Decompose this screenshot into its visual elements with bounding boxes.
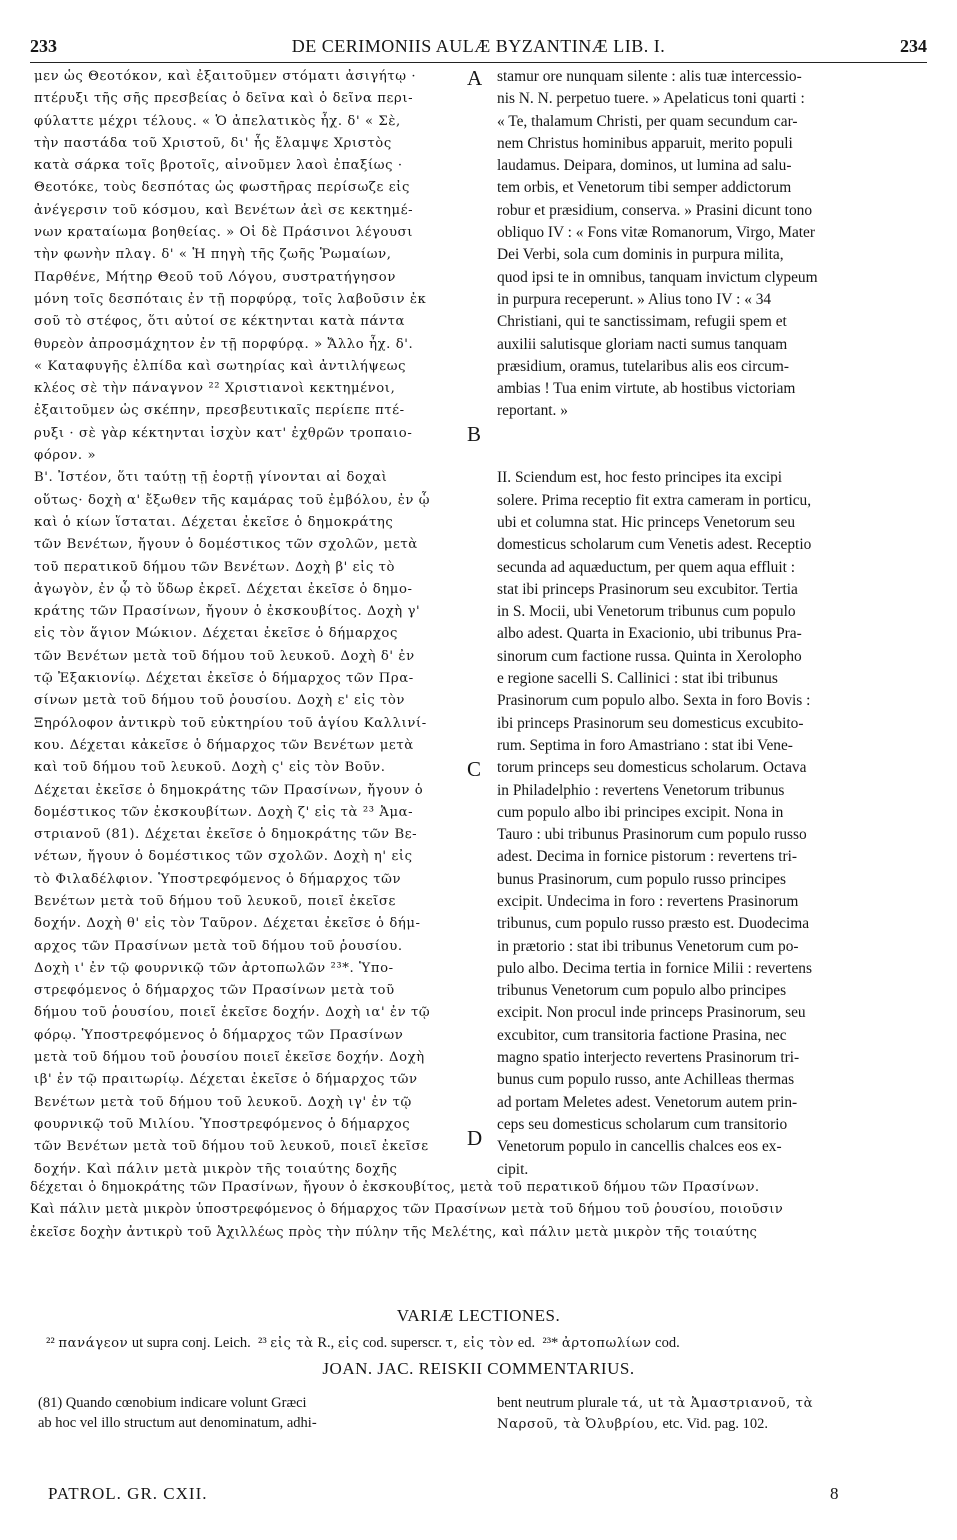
- greek-text-line: τῶν Βενέτων μετὰ τοῦ δήμου τοῦ λευκοῦ, ποιεῖ ἐκεῖσε: [34, 1139, 429, 1155]
- commentary-right-line: [497, 1414, 813, 1435]
- latin-text-line: tribunus, cum populo russo præsto est. Duodecima: [497, 915, 810, 933]
- variant-23-greek-3: τ, εἰς τὸν: [445, 1336, 515, 1351]
- greek-text-column: [34, 66, 462, 1181]
- greek-text-line: στρεφόμενος ὁ δήμαρχος τῶν Πρασίνων μετὰ τοῦ: [34, 983, 395, 999]
- latin-text-line: domesticus scholarum cum Venetis adest. Receptio: [497, 536, 812, 554]
- greek-text-line: ἐξαιτοῦμεν ὡς σκέπην, πρεσβευτικαῖς περίεπε πτέ-: [34, 403, 405, 419]
- greek-text-line: Παρθένε, Μήτηρ Θεοῦ τοῦ Λόγου, συστρατήγησον: [34, 269, 396, 285]
- latin-text-line: « Te, thalamum Christi, per quam secundum car-: [497, 112, 798, 130]
- greek-text-line: νέτων, ἤγουν ὁ δομέστικος τῶν σχολῶν. Δοχὴ η' εἰς: [34, 849, 413, 865]
- full-width-greek-text: [30, 1177, 925, 1244]
- variant-23s-latin: cod.: [655, 1335, 680, 1351]
- latin-text-line: sinorum cum factione russa. Quinta in Xerolopho: [497, 647, 802, 665]
- greek-text-line: ρυξι · σὲ γὰρ κέκτηνται ἰσχὺν κατ' ἐχθρῶν τροπαιο-: [34, 425, 413, 441]
- latin-text-line: in S. Mocii, ubi Venetorum tribunus cum populo: [497, 603, 796, 621]
- latin-text-line: magno spatio interjecto revertens Prasinorum tri-: [497, 1049, 800, 1067]
- commentary-left: [38, 1393, 317, 1433]
- latin-text-line: cum populo albo ibi principes excipit. Nona in: [497, 803, 784, 821]
- greek-text-line: κλέος σὲ τὴν πάναγνον ²² Χριστιανοὶ κεκτημένοι,: [34, 381, 396, 397]
- greek-text-line: εἰς τὸν ἅγιον Μώκιον. Δέχεται ἐκεῖσε ὁ δήμαρχος: [34, 626, 398, 642]
- latin-text-line: secunda ad aquæductum, per quem aqua effluit :: [497, 558, 796, 576]
- greek-text-line: σοῦ τὸ στέφος, ὅτι αὐτοί σε κέκτηνται κατὰ πάντα: [34, 314, 406, 330]
- variae-lectiones: [46, 1333, 680, 1354]
- latin-text-line: ceps seu domesticus scholarum cum transitorio: [497, 1115, 788, 1133]
- greek-text-line: θυρεὸν ἀπροσμάχητον ἐν τῇ πορφύρᾳ. » Ἄλλο ἦχ. δ'.: [34, 336, 414, 352]
- greek-text-line: τὴν παστάδα τοῦ Χριστοῦ, δι' ἧς ἔλαμψε Χριστὸς: [34, 135, 392, 151]
- variant-22-latin: ut supra conj. Leich.: [131, 1335, 251, 1351]
- greek-text-line: ιβ' ἐν τῷ πραιτωρίῳ. Δέχεται ἐκεῖσε ὁ δήμαρχος τῶν: [34, 1072, 418, 1088]
- greek-text-line: κράτης τῶν Πρασίνων, ἤγουν ὁ ἐκσκουβίτος. Δοχὴ γ': [34, 604, 421, 620]
- latin-text-line: Dei Verbi, sola cum dominis in purpura milita,: [497, 246, 784, 264]
- latin-text-line: obliquo IV : « Fons vitæ Romanorum, Virgo, Mater: [497, 224, 816, 242]
- greek-text-line: δοχήν. Καὶ πάλιν μετὰ μικρὸν τῆς τοιαύτης δοχῆς: [34, 1161, 398, 1177]
- full-width-text-line: δέχεται ὁ δημοκράτης τῶν Πρασίνων, ἤγουν ὁ ἐκσκουβίτος, μετὰ τοῦ περατικοῦ δήμου τῶν Πρασίνων.: [30, 1180, 760, 1195]
- latin-text-line: excipit. Undecima in foro : revertens Prasinorum: [497, 892, 799, 910]
- latin-text-line: in Philadelphio : revertens Venetorum tribunus: [497, 781, 785, 799]
- greek-text-line: μόνη τοῖς δεσπόταις ἐν τῇ πορφύρᾳ, τοῖς λαβοῦσιν ἐκ: [34, 291, 427, 307]
- greek-text-line: σίνων μετὰ τοῦ δήμου τοῦ ῥουσίου. Δοχὴ ε' εἰς τὸν: [34, 693, 406, 709]
- latin-text-line: Prasinorum cum populo albo. Sexta in foro Bovis :: [497, 692, 811, 710]
- latin-text-line: in prætorio : stat ibi tribunus Venetorum cum po-: [497, 937, 799, 955]
- latin-text-line: II. Sciendum est, hoc festo principes ita excipi: [497, 469, 783, 487]
- latin-text-line: nem Christus hominibus apparuit, merito populi: [497, 134, 793, 152]
- variant-ref-23-star: ²³*: [542, 1335, 559, 1351]
- variant-23-latin-3: ed.: [517, 1335, 536, 1351]
- greek-text-line: Β'. Ἰστέον, ὅτι ταύτῃ τῇ ἑορτῇ γίνονται αἱ δοχαὶ: [34, 470, 388, 486]
- greek-text-line: δοχήν. Δοχὴ θ' εἰς τὸν Ταῦρον. Δέχεται ἐκεῖσε ὁ δήμ-: [34, 916, 421, 932]
- commentary-right: [497, 1393, 813, 1435]
- greek-text-line: τοῦ περατικοῦ δήμου τῶν Βενέτων. Δοχὴ β' εἰς τὸ: [34, 559, 396, 575]
- greek-text-line: « Καταφυγῆς ἐλπίδα καὶ σωτηρίας καὶ ἀντιλήψεως: [34, 358, 407, 374]
- latin-text-line: Venetorum populo in cancellis chalces eos ex-: [497, 1138, 782, 1156]
- latin-text-line: præsidium, oramus, tutelaribus alis eos circum-: [497, 357, 789, 375]
- commentary-right-latin: bent neutrum plurale: [497, 1395, 618, 1411]
- latin-text-line: solere. Prima receptio fit extra cameram in porticu,: [497, 491, 812, 509]
- greek-text-line: μετὰ τοῦ δήμου τοῦ ῥουσίου ποιεῖ ἐκεῖσε δοχήν. Δοχὴ: [34, 1050, 425, 1066]
- latin-text-line: ubi et columna stat. Hic princeps Venetorum seu: [497, 513, 796, 531]
- greek-text-line: Θεοτόκε, τοὺς δεσπότας ὡς φωστῆρας περίσωζε εἰς: [34, 180, 410, 196]
- variant-23-greek-1: εἰς τὰ: [270, 1336, 314, 1351]
- latin-text-line: stamur ore nunquam silente : alis tuæ intercessio-: [497, 68, 802, 85]
- commentary-right-latin: etc. Vid. pag. 102.: [662, 1416, 769, 1432]
- greek-text-line: δήμου τοῦ ῥουσίου, ποιεῖ ἐκεῖσε δοχήν. Δοχὴ ια' ἐν τῷ: [34, 1005, 431, 1021]
- greek-text-line: κατὰ σάρκα τοῖς βροτοῖς, αἰνοῦμεν λαοὶ ἐπαξίως ·: [34, 158, 403, 174]
- latin-text-line: [497, 423, 927, 445]
- header-rule: [30, 62, 927, 63]
- greek-text-line: οὕτως· δοχὴ α' ἔξωθεν τῆς καμάρας τοῦ ἐμβόλου, ἐν ᾧ: [34, 492, 431, 508]
- greek-text-line: δομέστικος τῶν ἐκσκουβίτων. Δοχὴ ζ' εἰς τὰ ²³ Ἀμα-: [34, 804, 414, 820]
- greek-text-line: καὶ ὁ κίων ἵσταται. Δέχεται ἐκεῖσε ὁ δημοκράτης: [34, 514, 394, 530]
- latin-text-line: in purpura receperunt. » Alius tono IV : « 34: [497, 290, 772, 308]
- margin-marker-c: C: [467, 757, 482, 781]
- latin-text-line: e regione sacelli S. Callinici : stat ibi tribunus: [497, 670, 778, 688]
- footer-left: PATROL. GR. CXII.: [48, 1484, 208, 1503]
- latin-text-line: [497, 445, 927, 467]
- commentary-right-greek: τά, ut τὰ Ἀμαστριανοῦ, τὰ: [621, 1396, 814, 1411]
- latin-text-line: robur et præsidium, conserva. » Prasini dicunt tono: [497, 201, 813, 219]
- variant-22-greek: πανάγεον: [58, 1336, 129, 1351]
- greek-text-line: φουρνικῷ τοῦ Μιλίου. Ὑποστρεφόμενος ὁ δήμαρχος: [34, 1116, 411, 1132]
- page-header: [30, 36, 927, 62]
- greek-text-line: φύλαττε μέχρι τέλους. « Ὁ ἀπελατικὸς ἦχ. δ' « Σὲ,: [34, 113, 401, 129]
- latin-text-line: reportant. »: [497, 402, 568, 420]
- full-width-text-line: Καὶ πάλιν μετὰ μικρὸν ὑποστρεφόμενος ὁ δήμαρχος τῶν Πρασίνων μετὰ τοῦ δήμου τοῦ ῥουσίου, ποιοῦσιν: [30, 1202, 784, 1218]
- greek-text-line: κου. Δέχεται κἀκεῖσε ὁ δήμαρχος τῶν Βενέτων μετὰ: [34, 737, 414, 753]
- variant-23s-greek: ἀρτοπωλίων: [561, 1336, 652, 1351]
- commentary-right-line: [497, 1393, 813, 1414]
- latin-text-line: bunus cum populo russo, ante Achilleas thermas: [497, 1071, 795, 1089]
- commentary-heading: JOAN. JAC. REISKII COMMENTARIUS.: [322, 1359, 635, 1378]
- latin-text-line: ibi princeps Prasinorum seu domesticus excubito-: [497, 714, 804, 732]
- latin-text-line: adest. Decima in fornice pistorum : revertens tri-: [497, 848, 798, 866]
- latin-text-line: bunus Prasinorum, cum populo russo principes: [497, 870, 786, 888]
- latin-text-column: [497, 66, 927, 1181]
- latin-text-line: quod ipsi te in omnibus, tanquam invictum clypeum: [497, 268, 818, 286]
- variant-23-latin-1: R.,: [317, 1335, 335, 1351]
- greek-text-line: Βενέτων μετὰ τοῦ δήμου τοῦ λευκοῦ, ποιεῖ ἐκεῖσε: [34, 893, 396, 909]
- greek-text-line: αρχος τῶν Πρασίνων μετὰ τοῦ δήμου τοῦ ῥουσίου.: [34, 938, 403, 954]
- latin-text-line: torum princeps seu domesticus scholarum. Octava: [497, 759, 807, 777]
- latin-text-line: excipit. Non procul inde princeps Prasinorum, seu: [497, 1004, 806, 1022]
- greek-text-line: φόρῳ. Ὑποστρεφόμενος ὁ δήμαρχος τῶν Πρασίνων: [34, 1027, 404, 1043]
- greek-text-line: ἀγωγὸν, ἐν ᾧ τὸ ὕδωρ ἐκρεῖ. Δέχεται ἐκεῖσε ὁ δημο-: [34, 581, 413, 597]
- greek-text-line: τὴν φωνὴν πλαγ. δ' « Ἡ πηγὴ τῆς ζωῆς Ῥωμαίων,: [34, 247, 392, 263]
- greek-text-line: Βενέτων μετὰ τοῦ δήμου τοῦ λευκοῦ. Δοχὴ ιγ' ἐν τῷ: [34, 1094, 412, 1110]
- greek-text-line: τῶν Βενέτων, ἤγουν ὁ δομέστικος τῶν σχολῶν, μετὰ: [34, 537, 418, 553]
- page-number-left: 233: [30, 36, 57, 56]
- latin-text-line: cipit.: [497, 1160, 529, 1178]
- latin-text-line: pulo albo. Decima tertia in fornice Milii : revertens: [497, 959, 812, 977]
- margin-marker-b: B: [467, 422, 482, 446]
- greek-text-line: τῷ Ἐξακιονίῳ. Δέχεται ἐκεῖσε ὁ δήμαρχος τῶν Πρα-: [34, 671, 414, 687]
- commentary-left-line: (81) Quando cœnobium indicare volunt Græci: [38, 1395, 307, 1411]
- latin-text-line: nis N. N. perpetuo tuere. » Apelaticus toni quarti :: [497, 90, 805, 108]
- latin-text-line: albo adest. Quarta in Exacionio, ubi tribunus Pra-: [497, 625, 802, 643]
- greek-text-line: τὸ Φιλαδέλφιον. Ὑποστρεφόμενος ὁ δήμαρχος τῶν: [34, 871, 402, 887]
- greek-text-line: ἀνέγερσιν τοῦ κόσμου, καὶ Βενέτων ἀεὶ σε κεκτημέ-: [34, 202, 414, 218]
- greek-text-line: Δοχὴ ι' ἐν τῷ φουρνικῷ τῶν ἀρτοπωλῶν ²³*. Ὑπο-: [34, 960, 394, 976]
- greek-text-line: στριανοῦ (81). Δέχεται ἐκεῖσε ὁ δημοκράτης τῶν Βε-: [34, 827, 418, 843]
- greek-text-line: τῶν Βενέτων μετὰ τοῦ δήμου τοῦ λευκοῦ. Δοχὴ δ' ἐν: [34, 648, 415, 664]
- latin-text-line: ambias ! Tua enim virtute, ab hostibus victoriam: [497, 380, 796, 398]
- variant-ref-23: ²³: [257, 1335, 267, 1351]
- latin-text-line: Tauro : ubi tribunus Prasinorum cum populo russo: [497, 826, 807, 844]
- page-number-right: 234: [900, 36, 927, 56]
- commentary-right-greek: Ναρσοῦ, τὰ Ὀλυβρίου,: [497, 1417, 659, 1432]
- commentary-left-line: ab hoc vel illo structum aut denominatum, adhi-: [38, 1415, 317, 1431]
- variae-heading: VARIÆ LECTIONES.: [396, 1306, 561, 1325]
- greek-text-line: φόρον. »: [34, 448, 97, 464]
- latin-text-line: laudamus. Deipara, dominos, ut lumina ad salu-: [497, 157, 792, 175]
- latin-text-line: auxilii salutisque gloriam nacti sumus tanquam: [497, 335, 788, 353]
- variant-ref-22: ²²: [46, 1335, 55, 1351]
- latin-text-line: excubitor, cum transitoria factione Prasina, nec: [497, 1026, 787, 1044]
- greek-text-line: νων κραταίωμα βοηθείας. » Οἱ δὲ Πράσινοι λέγουσι: [34, 225, 414, 241]
- running-title: DE CERIMONIIS AULÆ BYZANTINÆ LIB. I.: [291, 36, 666, 56]
- margin-marker-d: D: [467, 1126, 483, 1150]
- latin-text-line: tribunus Venetorum cum populo albo principes: [497, 982, 787, 1000]
- greek-text-line: μεν ὡς Θεοτόκον, καὶ ἐξαιτοῦμεν στόματι ἀσιγήτῳ ·: [34, 69, 417, 84]
- footer-right: 8: [830, 1484, 840, 1503]
- latin-text-line: rum. Septima in foro Amastriano : stat ibi Vene-: [497, 736, 793, 754]
- variant-23-greek-2: εἰς: [337, 1336, 360, 1351]
- latin-text-line: ad portam Meletes adest. Venetorum autem prin-: [497, 1093, 798, 1111]
- latin-text-line: Christiani, qui te sanctissimam, refugii spem et: [497, 313, 787, 331]
- latin-text-line: stat ibi princeps Prasinorum seu excubitor. Tertia: [497, 580, 798, 598]
- greek-text-line: πτέρυξι τῆς σῆς πρεσβείας ὁ δεῖνα καὶ ὁ δεῖνα περι-: [34, 91, 414, 107]
- latin-text-line: tem orbis, et Venetorum tibi semper addictorum: [497, 179, 792, 197]
- greek-text-line: Ξηρόλοφον ἀντικρὺ τοῦ εὐκτηρίου τοῦ ἁγίου Καλλινί-: [34, 715, 427, 731]
- margin-marker-a: A: [467, 66, 483, 90]
- variant-23-latin-2: cod. superscr.: [362, 1335, 443, 1351]
- full-width-text-line: ἐκεῖσε δοχὴν ἀντικρὺ τοῦ Ἀχιλλέως πρὸς τὴν πύλην τῆς Μελέτης, καὶ πάλιν μετὰ μικρὸν τῆς τοιαύτης: [30, 1224, 758, 1240]
- greek-text-line: Δέχεται ἐκεῖσε ὁ δημοκράτης τῶν Πρασίνων, ἤγουν ὁ: [34, 782, 424, 798]
- greek-text-line: καὶ τοῦ δήμου τοῦ λευκοῦ. Δοχὴ ς' εἰς τὸν Βοῦν.: [34, 760, 386, 776]
